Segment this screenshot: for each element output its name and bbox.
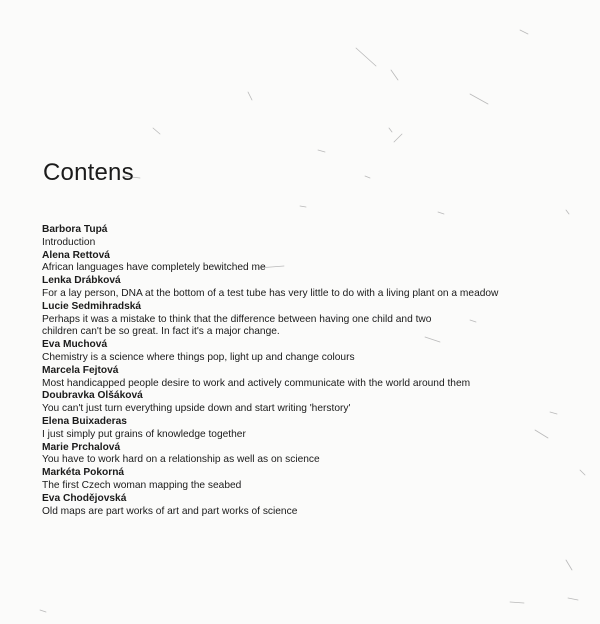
toc-entry <box>42 467 562 493</box>
table-of-contents <box>42 224 562 518</box>
entry-author: Alena Rettová <box>42 249 110 261</box>
entry-title: Introduction <box>42 236 96 248</box>
toc-entry <box>42 416 562 442</box>
entry-author: Eva Chodějovská <box>42 492 127 504</box>
toc-entry <box>42 224 562 250</box>
entry-title: The first Czech woman mapping the seabed <box>42 479 242 491</box>
entry-title: For a lay person, DNA at the bottom of a test tube has very little to do with a living plant on a meadow <box>42 287 499 299</box>
toc-entry <box>42 250 562 276</box>
entry-author: Lucie Sedmihradská <box>42 300 142 312</box>
entry-author: Barbora Tupá <box>42 224 108 235</box>
entry-author: Elena Buixaderas <box>42 415 127 427</box>
toc-entry <box>42 339 562 365</box>
entry-title: African languages have completely bewitched me <box>42 262 266 274</box>
entry-author: Lenka Drábková <box>42 275 121 287</box>
entry-title: You have to work hard on a relationship as well as on science <box>42 454 320 466</box>
page-title: Contens <box>43 159 134 186</box>
entry-title: Chemistry is a science where things pop, light up and change colours <box>42 351 355 363</box>
entry-title: I just simply put grains of knowledge together <box>42 428 246 440</box>
entry-author: Markéta Pokorná <box>42 467 125 479</box>
toc-entry <box>42 390 562 416</box>
toc-entry <box>42 493 562 519</box>
toc-entry <box>42 275 562 301</box>
entry-title: Old maps are part works of art and part works of science <box>42 505 298 517</box>
toc-entry <box>42 442 562 468</box>
entry-title: Perhaps it was a mistake to think that the difference between having one child and two children can't be so great. In fact it's a major change. <box>42 313 432 338</box>
entry-author: Marcela Fejtová <box>42 364 119 376</box>
toc-entry <box>42 301 562 339</box>
entry-title: You can't just turn everything upside down and start writing 'herstory' <box>42 403 351 415</box>
entry-author: Marie Prchalová <box>42 441 121 453</box>
entry-author: Eva Muchová <box>42 339 108 351</box>
entry-title: Most handicapped people desire to work and actively communicate with the world around them <box>42 377 471 389</box>
entry-author: Doubravka Olšáková <box>42 390 143 402</box>
toc-entry <box>42 365 562 391</box>
